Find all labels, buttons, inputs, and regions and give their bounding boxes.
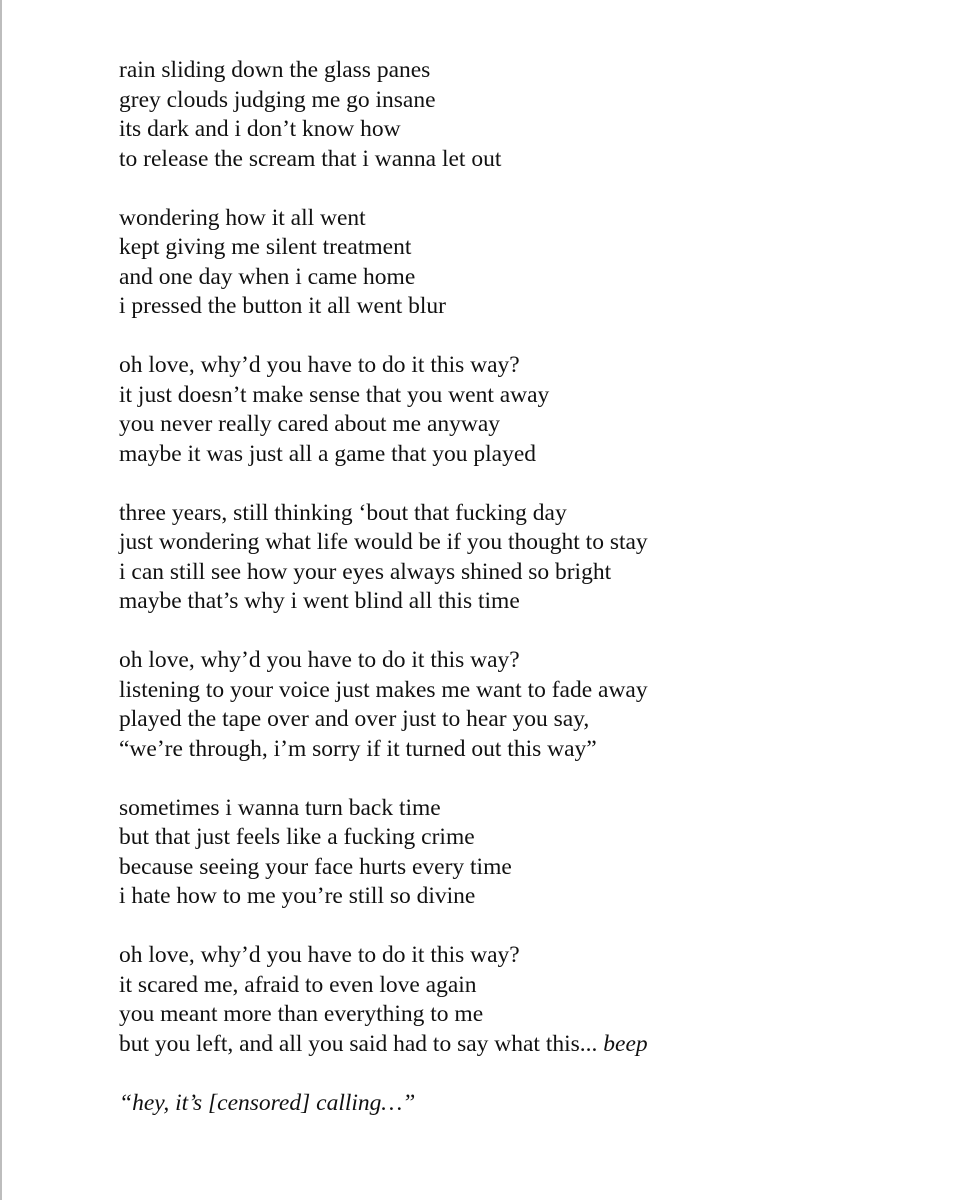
poem-line: maybe that’s why i went blind all this time — [119, 588, 520, 614]
poem-line: grey clouds judging me go insane — [119, 86, 436, 113]
stanza-1 — [119, 56, 939, 174]
poem-line: “we’re through, i’m sorry if it turned out this way” — [119, 735, 597, 762]
poem-line: sometimes i wanna turn back time — [119, 794, 441, 821]
poem-line: listening to your voice just makes me want to fade away — [119, 676, 648, 703]
poem-line: rain sliding down the glass panes — [119, 57, 431, 83]
poem-line: because seeing your face hurts every time — [119, 853, 512, 880]
poem-line: its dark and i don’t know how — [119, 116, 401, 142]
stanza-3 — [119, 351, 939, 469]
poem-line: three years, still thinking ‘bout that fucking day — [119, 499, 567, 526]
stanza-2 — [119, 204, 939, 322]
poem-line-final — [119, 1030, 939, 1060]
stanza-4 — [119, 499, 939, 617]
poem-line: you never really cared about me anyway — [119, 411, 501, 437]
stanza-6 — [119, 794, 939, 912]
poem-line: wondering how it all went — [119, 204, 366, 231]
poem-line: i pressed the button it all went blur — [119, 293, 446, 319]
beep-word: beep — [603, 1030, 648, 1057]
poem-line: oh love, why’d you have to do it this way? — [119, 942, 520, 968]
poem-line: but that just feels like a fucking crime — [119, 824, 475, 850]
poem-line: oh love, why’d you have to do it this way? — [119, 352, 520, 378]
poem-line: just wondering what life would be if you thought to stay — [119, 529, 648, 555]
poem-line: maybe it was just all a game that you played — [119, 440, 537, 467]
page-left-border — [0, 0, 2, 1200]
poem-line: to release the scream that i wanna let out — [119, 145, 502, 172]
poem-line: played the tape over and over just to hear you say, — [119, 706, 590, 732]
poem-line: it just doesn’t make sense that you went away — [119, 381, 550, 408]
poem-line: you meant more than everything to me — [119, 1001, 484, 1027]
poem-line: i hate how to me you’re still so divine — [119, 883, 476, 909]
poem-line: it scared me, afraid to even love again — [119, 971, 477, 998]
final-line-text: but you left, and all you said had to say what this... — [119, 1030, 604, 1057]
poem-body — [119, 56, 939, 1118]
poem-line: kept giving me silent treatment — [119, 234, 412, 260]
poem-line: and one day when i came home — [119, 263, 416, 290]
poem-line: oh love, why’d you have to do it this way? — [119, 647, 520, 673]
stanza-7 — [119, 941, 939, 1059]
poem-line: i can still see how your eyes always shined so bright — [119, 558, 612, 585]
stanza-5 — [119, 646, 939, 764]
outro-stanza — [119, 1089, 939, 1119]
outro-line: “hey, it’s [censored] calling…” — [119, 1089, 416, 1116]
